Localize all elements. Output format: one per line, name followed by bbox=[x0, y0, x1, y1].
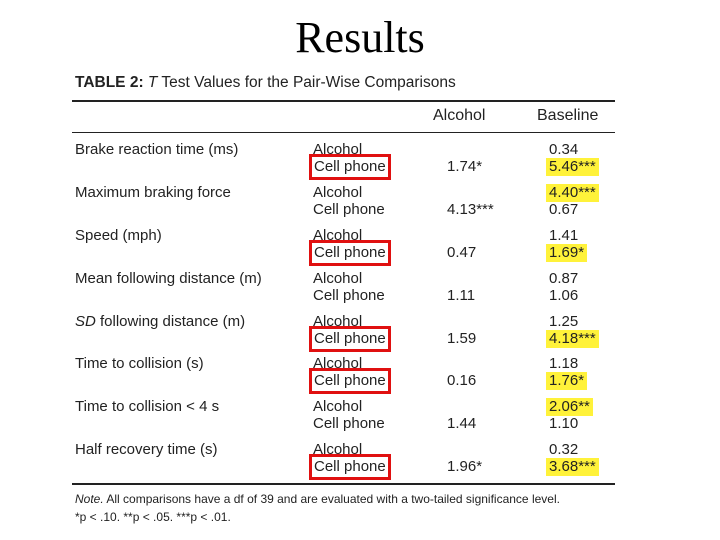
table-row bbox=[75, 270, 615, 313]
measure-label-text: Maximum braking force bbox=[75, 183, 231, 201]
baseline-value: 1.25 bbox=[549, 312, 579, 330]
comparison-label-boxed: Cell phone bbox=[314, 372, 386, 390]
alcohol-value: 1.44 bbox=[447, 415, 477, 433]
baseline-value: 1.06 bbox=[549, 286, 579, 304]
comparison-label-boxed: Cell phone bbox=[314, 329, 386, 347]
baseline-value: 0.67 bbox=[549, 200, 579, 218]
baseline-value: 0.32 bbox=[549, 441, 579, 459]
comparison-label-boxed: Cell phone bbox=[314, 158, 386, 175]
baseline-value-highlighted: 4.18*** bbox=[546, 330, 599, 348]
measure-label bbox=[75, 141, 238, 158]
comparison-label-boxed: Cell phone bbox=[314, 243, 386, 261]
table-bottom-rule bbox=[72, 483, 615, 485]
table-caption bbox=[75, 74, 456, 92]
comparison-label: Alcohol bbox=[313, 226, 363, 244]
measure-label-text: Time to collision (s) bbox=[75, 355, 204, 373]
baseline-value-highlighted: 3.68*** bbox=[546, 458, 599, 476]
header-divider bbox=[72, 132, 615, 133]
alcohol-value: 1.59 bbox=[447, 329, 477, 347]
table-note bbox=[75, 490, 560, 526]
column-header-baseline: Baseline bbox=[537, 107, 599, 124]
baseline-value-highlighted: 1.69* bbox=[546, 244, 587, 262]
table-label: TABLE 2: bbox=[75, 74, 144, 91]
table-row bbox=[75, 313, 615, 356]
comparison-label: Cell phone bbox=[313, 200, 385, 218]
comparison-label: Alcohol bbox=[313, 398, 363, 416]
comparison-label: Alcohol bbox=[313, 269, 363, 287]
measure-label-text: Brake reaction time (ms) bbox=[75, 141, 239, 158]
comparison-label: Cell phone bbox=[313, 415, 385, 433]
baseline-value: 1.18 bbox=[549, 355, 579, 373]
measure-label-text: Half recovery time (s) bbox=[75, 441, 218, 459]
table-row bbox=[75, 227, 615, 270]
note-text: All comparisons have a df of 39 and are evaluated with a two-tailed significance level. bbox=[103, 492, 560, 506]
comparison-label: Alcohol bbox=[313, 355, 363, 373]
comparison-label: Alcohol bbox=[313, 441, 363, 459]
comparison-label: Alcohol bbox=[313, 141, 363, 158]
slide-title: Results bbox=[295, 13, 425, 62]
note-label: Note. bbox=[75, 492, 104, 506]
measure-label-text: Speed (mph) bbox=[75, 226, 162, 244]
table-row bbox=[75, 141, 615, 184]
measure-label bbox=[75, 313, 245, 330]
significance-note: *p < .10. **p < .05. ***p < .01. bbox=[75, 510, 231, 524]
comparison-label-boxed: Cell phone bbox=[314, 458, 386, 476]
alcohol-value: 1.74* bbox=[447, 158, 483, 175]
baseline-value-highlighted: 1.76* bbox=[546, 372, 587, 390]
measure-label-italic: SD bbox=[75, 312, 96, 330]
table-row bbox=[75, 441, 615, 484]
alcohol-value: 0.16 bbox=[447, 372, 477, 390]
table-top-rule bbox=[72, 100, 615, 102]
measure-label bbox=[75, 270, 262, 287]
alcohol-value: 4.13*** bbox=[447, 200, 494, 218]
baseline-value-highlighted: 2.06** bbox=[546, 398, 593, 416]
baseline-value: 0.87 bbox=[549, 269, 579, 287]
comparison-label: Alcohol bbox=[313, 183, 363, 201]
baseline-value-highlighted: 4.40*** bbox=[546, 184, 599, 202]
comparison-label: Alcohol bbox=[313, 312, 363, 330]
measure-label bbox=[75, 184, 231, 201]
measure-label bbox=[75, 355, 204, 372]
table-row bbox=[75, 184, 615, 227]
measure-label-text: Mean following distance (m) bbox=[75, 269, 262, 287]
baseline-value: 1.10 bbox=[549, 415, 579, 433]
alcohol-value: 1.11 bbox=[447, 286, 476, 304]
alcohol-value: 1.96* bbox=[447, 458, 483, 476]
table-title-t: T bbox=[147, 74, 158, 91]
baseline-value: 1.41 bbox=[549, 226, 579, 244]
table-row bbox=[75, 398, 615, 441]
table-row bbox=[75, 355, 615, 398]
alcohol-value: 0.47 bbox=[447, 243, 477, 261]
table-title: Test Values for the Pair-Wise Comparisons bbox=[157, 74, 456, 91]
measure-label-text: Time to collision < 4 s bbox=[75, 398, 220, 416]
measure-label bbox=[75, 398, 219, 415]
results-table-body bbox=[75, 141, 615, 484]
measure-label bbox=[75, 227, 162, 244]
baseline-value-highlighted: 5.46*** bbox=[546, 158, 599, 176]
column-header-alcohol: Alcohol bbox=[433, 107, 486, 124]
baseline-value: 0.34 bbox=[549, 141, 579, 158]
measure-label bbox=[75, 441, 218, 458]
measure-label-text: following distance (m) bbox=[95, 312, 246, 330]
comparison-label: Cell phone bbox=[313, 286, 385, 304]
